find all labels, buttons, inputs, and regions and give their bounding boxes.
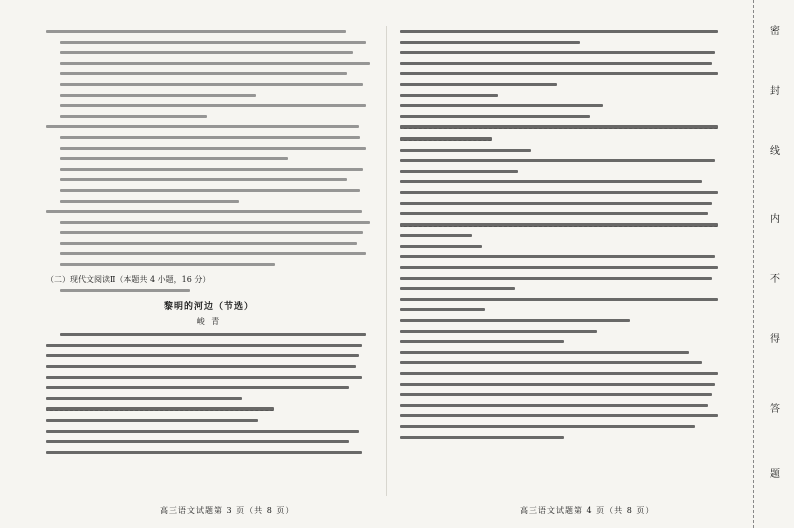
text-line [46, 440, 349, 443]
text-line [46, 430, 359, 433]
underlined-line [400, 125, 718, 129]
text-line [400, 425, 695, 428]
text-line [60, 147, 366, 150]
text-line [60, 115, 207, 118]
text-line [60, 200, 239, 203]
text-line [60, 231, 363, 234]
margin-char: 内 [770, 214, 780, 225]
text-line [60, 221, 370, 224]
margin-char: 题 [770, 469, 780, 480]
text-line [46, 419, 258, 422]
text-line [400, 94, 498, 97]
text-line [400, 202, 712, 205]
text-line [400, 83, 557, 86]
text-line [60, 168, 363, 171]
story-title: 黎明的河边（节选） [163, 302, 254, 313]
text-line [60, 41, 366, 44]
margin-char: 得 [770, 334, 780, 345]
text-line [400, 361, 702, 364]
text-line [60, 252, 366, 255]
text-line [400, 62, 712, 65]
text-line [400, 159, 715, 162]
text-line [60, 242, 357, 245]
text-line [400, 414, 718, 417]
text-line [46, 365, 356, 368]
text-line [400, 170, 518, 173]
text-line [400, 287, 515, 290]
text-line [46, 30, 346, 33]
text-line [400, 149, 531, 152]
column-divider [386, 26, 387, 496]
text-line [46, 376, 362, 379]
text-line [400, 372, 718, 375]
text-line [400, 30, 718, 33]
text-line [60, 178, 347, 181]
text-line [400, 266, 718, 269]
text-line [400, 255, 715, 258]
text-line [60, 83, 363, 86]
text-line [400, 180, 702, 183]
sealing-line-margin [753, 0, 794, 528]
text-line [46, 386, 349, 389]
text-line [46, 354, 359, 357]
text-line [60, 104, 366, 107]
text-line [400, 245, 482, 248]
text-line [400, 298, 718, 301]
text-line [60, 263, 275, 266]
right-column [400, 30, 728, 446]
margin-char: 密 [770, 26, 780, 37]
text-line [60, 136, 360, 139]
text-line [400, 393, 712, 396]
text-line [46, 210, 362, 213]
margin-char: 封 [770, 86, 780, 97]
text-line [60, 62, 370, 65]
left-column [46, 30, 372, 461]
text-line [60, 333, 366, 336]
text-line [400, 41, 580, 44]
story-author: 峻 青 [196, 317, 222, 327]
text-line [400, 330, 597, 333]
text-line [400, 234, 472, 237]
text-line [400, 436, 564, 439]
text-line [60, 157, 288, 160]
margin-char: 不 [770, 274, 780, 285]
underlined-line [46, 407, 274, 411]
text-line [400, 191, 718, 194]
text-line [400, 351, 689, 354]
text-line [400, 404, 708, 407]
margin-char: 答 [770, 404, 780, 415]
text-line [46, 125, 359, 128]
text-line [46, 451, 362, 454]
text-line [60, 189, 360, 192]
underlined-line [400, 137, 492, 141]
text-line [400, 383, 715, 386]
text-line [400, 115, 590, 118]
page-footer-right: 高三语文试题第 4 页（共 8 页） [520, 506, 655, 515]
text-line [400, 308, 485, 311]
underlined-line [400, 223, 718, 227]
text-line [400, 277, 712, 280]
page-footer-left: 高三语文试题第 3 页（共 8 页） [160, 506, 295, 515]
text-line [400, 104, 603, 107]
text-line [60, 72, 347, 75]
text-line [400, 212, 708, 215]
text-line [46, 344, 362, 347]
text-line [46, 397, 242, 400]
text-line [400, 319, 630, 322]
text-line [60, 94, 256, 97]
margin-char: 线 [770, 146, 780, 157]
text-line [400, 340, 564, 343]
text-line [60, 51, 353, 54]
text-line [60, 289, 190, 292]
text-line [400, 72, 718, 75]
section-label: （二）现代文阅读Ⅱ（本题共 4 小题，16 分） [46, 274, 211, 284]
text-line [400, 51, 715, 54]
